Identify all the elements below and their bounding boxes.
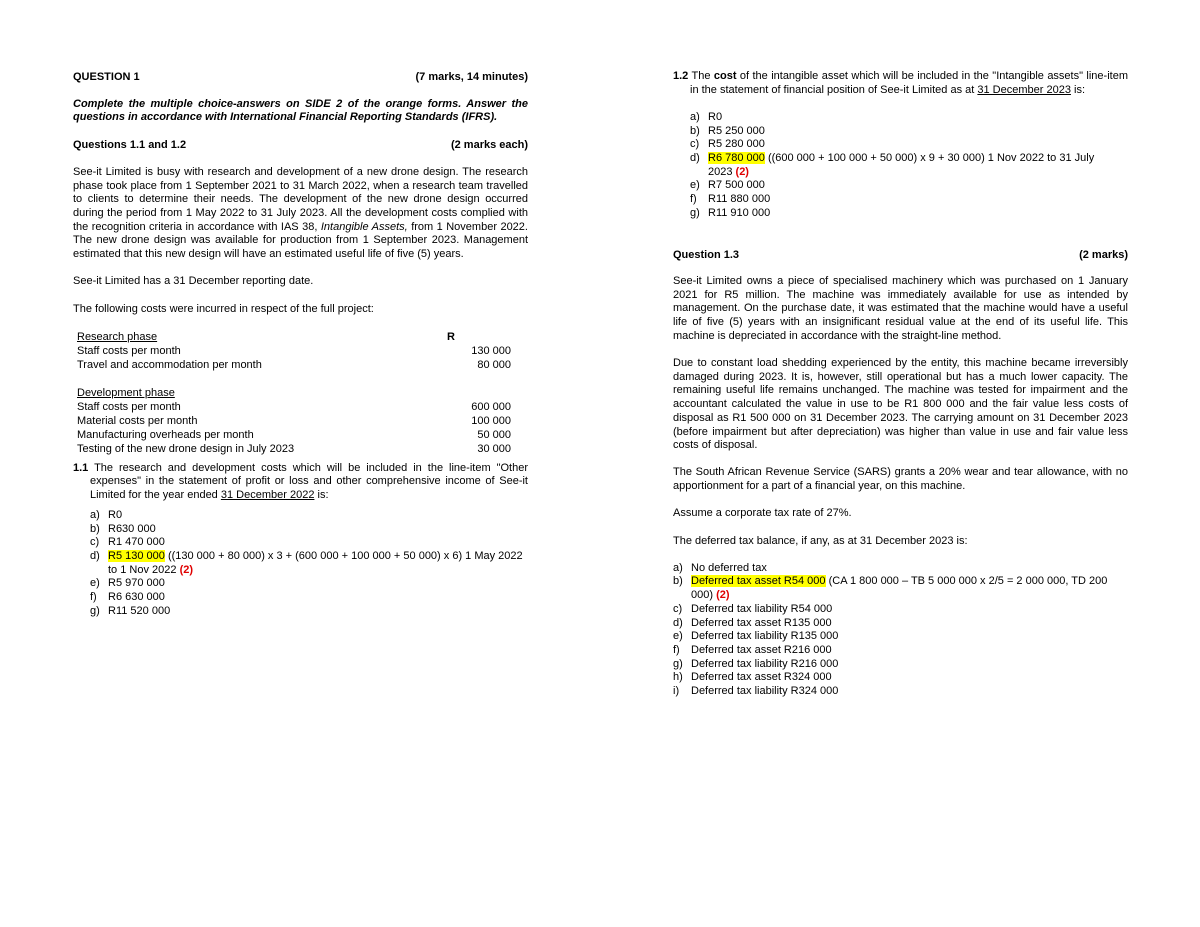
question-1-1: 1.1 The research and development costs which will be included in the line-item "Other expenses" in the statement of profit or loss and other comprehensive income of See-it Limited for the year ended 31 December 2022 is: bbox=[73, 461, 528, 502]
list-item: e) R7 500 000 bbox=[690, 179, 765, 192]
question-title: QUESTION 1 bbox=[73, 71, 140, 83]
table-row bbox=[77, 386, 517, 400]
list-item: f) R6 630 000 bbox=[90, 591, 165, 604]
table-row: Manufacturing overheads per month 50 000 bbox=[77, 428, 511, 441]
question-1-3-options bbox=[673, 562, 1128, 699]
reporting-date-paragraph: See-it Limited has a 31 December reporting date. bbox=[73, 275, 314, 288]
table-row: Material costs per month 100 000 bbox=[77, 414, 511, 427]
question-marks: (2 marks) bbox=[1079, 248, 1128, 261]
list-item: c) R1 470 000 bbox=[90, 536, 165, 549]
question-marks: (7 marks, 14 minutes) bbox=[415, 71, 528, 83]
sub-title: Questions 1.1 and 1.2 bbox=[73, 139, 187, 152]
scenario-paragraph: See-it Limited is busy with research and development of a new drone design. The research phase took place from 1 September 2021 to 31 March 2022, when a research team travelled to clients to determine their needs. The development of the new drone design occurred during the period from 1 May 2022 to 31 July 2023. All the development costs complied with the recognition criteria in accordance with IAS 38, Intangible Assets, from 1 November 2022. The new drone design was available for production from 1 September 2023. Management estimated that this new design will have an estimated useful life of five (5) years. bbox=[73, 165, 528, 261]
costs-table bbox=[77, 330, 517, 456]
table-row: Testing of the new drone design in July 2023 30 000 bbox=[77, 442, 511, 455]
correct-answer-highlight: R5 130 000 bbox=[108, 549, 165, 562]
list-item: b) R630 000 bbox=[90, 522, 156, 535]
list-item: d) R5 130 000 ((130 000 + 80 000) x 3 + (600 000 + 100 000 + 50 000) x 6) 1 May 2022 to 1 Nov 2022 (2) bbox=[90, 549, 523, 576]
question-1-3-header bbox=[673, 248, 1128, 262]
table-row: Staff costs per month 600 000 bbox=[77, 400, 511, 413]
list-item: a) R0 bbox=[690, 110, 723, 123]
mark-allocation: (2) bbox=[716, 589, 730, 602]
mark-allocation: (2) bbox=[735, 165, 749, 178]
list-item: f) R11 880 000 bbox=[690, 193, 771, 206]
list-item: h) Deferred tax asset R324 000 bbox=[673, 671, 832, 684]
question-1-header bbox=[73, 70, 528, 84]
list-item: e) Deferred tax liability R135 000 bbox=[673, 630, 839, 643]
list-item: b) Deferred tax asset R54 000 (CA 1 800 000 – TB 5 000 000 x 2/5 = 2 000 000, TD 200 000) (2) bbox=[673, 575, 1108, 602]
instructions: Complete the multiple choice-answers on SIDE 2 of the orange forms. Answer the questions in accordance with International Financial Reporting Standards (IFRS). bbox=[73, 97, 528, 124]
machine-paragraph: See-it Limited owns a piece of specialised machinery which was purchased on 1 January 2021 for R5 million. The machine was immediately available for use as intended by management. On the purchase date, it was estimated that the machine would have a useful life of five (5) years with an insignificant residual value at the end of its useful life. This machine is depreciated in accordance with the straight-line method. bbox=[673, 275, 1128, 342]
question-1-2: 1.2 The cost of the intangible asset which will be included in the "Intangible assets" line-item in the statement of financial position of See-it Limited as at 31 December 2023 is: bbox=[673, 70, 1128, 96]
table-row: Travel and accommodation per month 80 000 bbox=[77, 358, 511, 371]
question-1-1-options bbox=[73, 509, 528, 619]
impairment-paragraph: Due to constant load shedding experienced by the entity, this machine became irreversibly damaged during 2023. It is, however, still operational but has a much lower capacity. The remaining useful life remains unchanged. The machine was tested for impairment and the accountant calculated the value in use to be R1 800 000 and the fair value less costs of disposal as R1 500 000 on 31 December 2023. The carrying amount on 31 December 2023 (before impairment but after depreciation) was higher than value in use and fair value less costs of disposal. bbox=[673, 357, 1128, 452]
list-item: a) R0 bbox=[90, 508, 123, 521]
list-item: f) Deferred tax asset R216 000 bbox=[673, 644, 832, 656]
list-item: d) R6 780 000 ((600 000 + 100 000 + 50 000) x 9 + 30 000) 1 Nov 2022 to 31 July 2023 (2) bbox=[690, 152, 1095, 178]
development-heading: Development phase bbox=[77, 386, 175, 399]
list-item: g) R11 520 000 bbox=[90, 604, 171, 617]
correct-answer-highlight: Deferred tax asset R54 000 bbox=[691, 575, 826, 588]
sub-header bbox=[73, 138, 528, 152]
sars-paragraph: The South African Revenue Service (SARS) grants a 20% wear and tear allowance, with no apportionment for a part of a financial year, on this machine. bbox=[673, 466, 1128, 493]
list-item: i) Deferred tax liability R324 000 bbox=[673, 685, 839, 698]
currency-header: R bbox=[447, 330, 455, 343]
list-item: a) No deferred tax bbox=[673, 561, 767, 574]
table-row: Staff costs per month 130 000 bbox=[77, 344, 511, 357]
list-item: c) Deferred tax liability R54 000 bbox=[673, 602, 833, 615]
list-item: g) Deferred tax liability R216 000 bbox=[673, 657, 839, 670]
mark-allocation: (2) bbox=[179, 563, 194, 576]
question-1-2-options bbox=[673, 111, 1128, 221]
list-item: b) R5 250 000 bbox=[690, 124, 765, 137]
table-row bbox=[77, 330, 517, 344]
list-item: e) R5 970 000 bbox=[90, 577, 165, 590]
correct-answer-highlight: R6 780 000 bbox=[708, 152, 765, 165]
list-item: g) R11 910 000 bbox=[690, 206, 771, 219]
costs-intro: The following costs were incurred in respect of the full project: bbox=[73, 302, 374, 315]
question-title: Question 1.3 bbox=[673, 248, 740, 261]
right-column bbox=[673, 70, 1128, 699]
list-item: d) Deferred tax asset R135 000 bbox=[673, 616, 832, 629]
tax-rate-paragraph: Assume a corporate tax rate of 27%. bbox=[673, 507, 852, 520]
sub-marks: (2 marks each) bbox=[450, 139, 528, 152]
left-column bbox=[73, 70, 528, 618]
research-heading: Research phase bbox=[77, 330, 158, 343]
list-item: c) R5 280 000 bbox=[690, 138, 765, 151]
question-1-3-prompt: The deferred tax balance, if any, as at 31 December 2023 is: bbox=[673, 534, 968, 547]
